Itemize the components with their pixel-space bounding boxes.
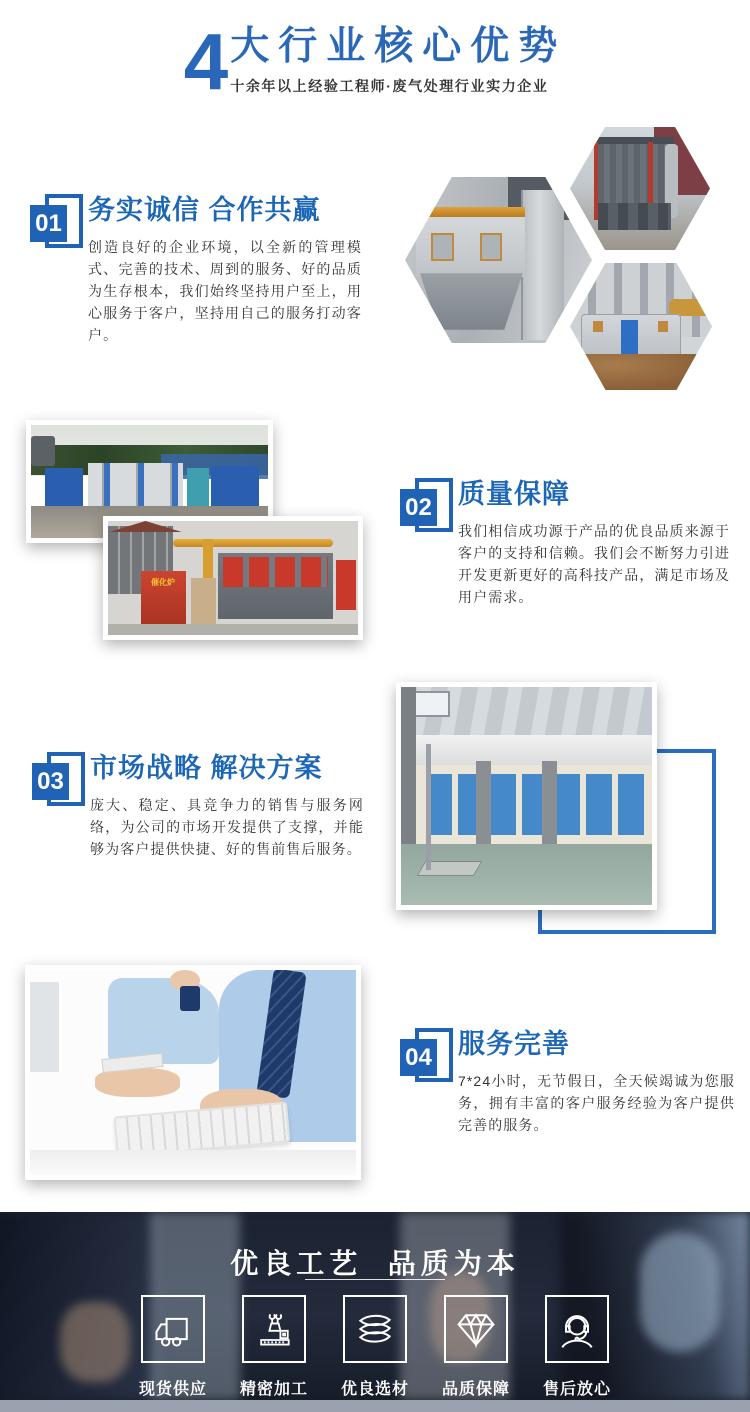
photo-detail	[173, 539, 333, 547]
feature-title: 质量保障	[458, 479, 570, 509]
footer-item-label: 精密加工	[240, 1381, 309, 1398]
page-header	[0, 17, 750, 106]
feature-body: 庞大、稳定、具竞争力的销售与服务网络，为公司的市场开发提供了支撑，并能够为客户提供快捷、好的售前售后服务。	[90, 797, 364, 857]
photo-detail	[401, 735, 652, 766]
icon-box	[343, 1295, 407, 1363]
number-badge-03	[32, 752, 92, 810]
feature-title: 务实诚信 合作共赢	[88, 195, 321, 225]
photo-detail	[521, 190, 564, 339]
footer-item-quality	[442, 1295, 511, 1399]
feature-body: 创造良好的企业环境，以全新的管理模式、完善的技术、周到的服务、好的品质为生存根本，我们始终坚持用户至上，用心服务于客户，坚持用自己的服务打动客户。	[88, 239, 362, 343]
hexagon-photo-dust-collector	[565, 122, 715, 255]
icon-box	[242, 1295, 306, 1363]
photo-detail	[108, 624, 358, 635]
footer-item-label: 优良选材	[341, 1381, 410, 1398]
photo-detail	[431, 233, 454, 260]
photo-detail	[203, 539, 213, 578]
footer-item-material	[341, 1295, 410, 1399]
photo-detail	[598, 144, 671, 203]
photo-detail	[658, 321, 668, 331]
number-badge-04	[400, 1028, 460, 1086]
badge-number: 01	[30, 205, 67, 242]
footer-item-label: 现货供应	[139, 1381, 208, 1398]
photo-workshop-booths	[396, 682, 657, 910]
photo-detail	[593, 321, 603, 331]
photo-detail	[426, 744, 431, 870]
feature-section-02	[400, 472, 730, 608]
badge-number: 04	[400, 1039, 437, 1076]
photo-detail	[187, 468, 208, 506]
badge-number: 03	[32, 763, 69, 800]
footer-item-supply	[139, 1295, 208, 1399]
footer-feature-list	[139, 1295, 612, 1399]
photo-detail	[336, 560, 356, 610]
feature-body: 我们相信成功源于产品的优良品质来源于客户的支持和信赖。我们会不断努力引进开发更新更好的高科技产品，满足市场及用户需求。	[458, 523, 730, 605]
hexagon-photo-equipment	[400, 172, 597, 348]
photo-detail	[45, 468, 83, 509]
photo-detail	[30, 982, 59, 1072]
photo-detail	[180, 986, 200, 1011]
feature-section-03	[32, 746, 364, 860]
photo-detail	[113, 1102, 289, 1158]
photo-detail	[542, 761, 557, 844]
footer-item-label: 品质保障	[442, 1381, 511, 1398]
feature-body: 7*24小时，无节假日，全天候竭诚为您服务，拥有丰富的客户服务经验为客户提供完善的服务。	[458, 1073, 735, 1133]
page-title: 大行业核心优势	[230, 25, 567, 68]
header-big-number: 4	[183, 17, 229, 106]
photo-catalytic-furnace	[103, 516, 363, 640]
photo-detail	[88, 463, 183, 508]
footer-banner	[0, 1212, 750, 1400]
hexagon-photo-group	[395, 115, 745, 405]
photo-detail	[412, 207, 524, 217]
icon-box	[141, 1295, 205, 1363]
photo-detail	[223, 557, 328, 587]
photo-detail	[595, 137, 673, 144]
feature-title: 市场战略 解决方案	[90, 753, 323, 783]
footer-item-aftersales	[543, 1295, 612, 1399]
number-badge-01	[30, 194, 90, 252]
photo-detail	[211, 466, 258, 509]
layers-icon	[353, 1307, 397, 1351]
icon-box	[545, 1295, 609, 1363]
furnace-unit	[141, 571, 186, 626]
photo-detail	[621, 320, 638, 356]
photo-detail	[31, 436, 55, 465]
photo-detail	[60, 1302, 130, 1382]
photo-detail	[30, 1150, 356, 1175]
footer-divider	[305, 1279, 445, 1280]
feature-section-01	[30, 188, 362, 346]
photo-detail	[598, 203, 671, 230]
footer-title: 优良工艺 品质为本	[230, 1248, 520, 1279]
photo-detail	[476, 761, 491, 844]
footer-item-machining	[240, 1295, 309, 1399]
diamond-icon	[454, 1307, 498, 1351]
photo-detail	[401, 687, 416, 844]
headset-icon	[555, 1307, 599, 1351]
photo-detail	[108, 978, 219, 1064]
truck-icon	[151, 1307, 195, 1351]
footer-item-label: 售后放心	[543, 1381, 612, 1398]
photo-detail	[191, 578, 216, 624]
photo-detail	[480, 233, 503, 260]
bottom-strip	[0, 1400, 750, 1412]
page-subtitle: 十余年以上经验工程师·废气处理行业实力企业	[230, 78, 549, 94]
badge-number: 02	[400, 489, 437, 526]
photo-detail	[420, 273, 523, 329]
feature-section-04	[400, 1022, 735, 1136]
hexagon-photo-outdoor-unit	[565, 258, 717, 395]
feature-title: 服务完善	[458, 1029, 570, 1059]
photo-customer-service	[25, 965, 361, 1180]
furnace-label: 催化炉	[151, 578, 175, 588]
number-badge-02	[400, 478, 460, 536]
icon-box	[444, 1295, 508, 1363]
photo-detail	[426, 774, 647, 835]
machining-icon	[252, 1307, 296, 1351]
photo-detail	[570, 354, 712, 390]
